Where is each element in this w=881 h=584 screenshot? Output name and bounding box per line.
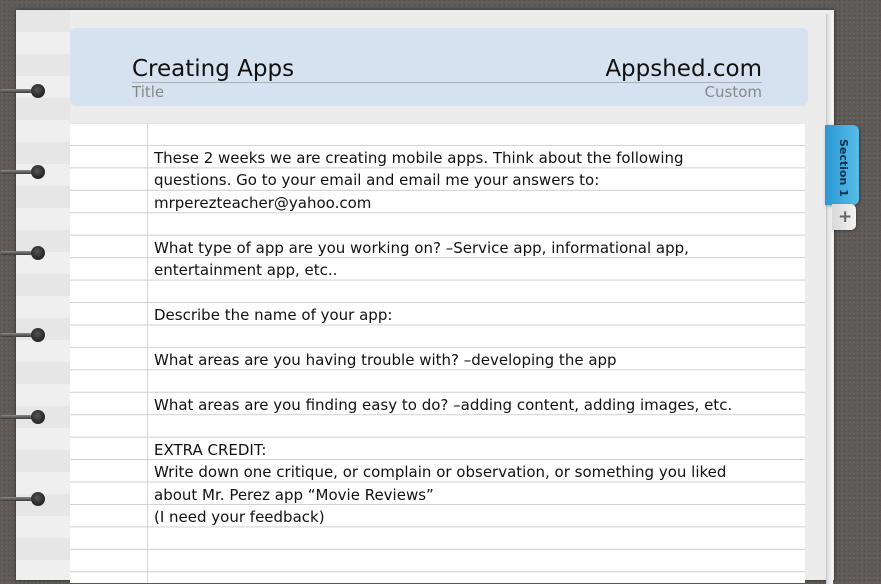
binder-ring: [0, 165, 46, 179]
binder-ring: [0, 84, 46, 98]
note-line: [154, 371, 794, 393]
note-line: What areas are you having trouble with? –developing the app: [154, 351, 617, 370]
note-line: mrperezteacher@yahoo.com: [154, 193, 372, 212]
margin-line: [147, 123, 148, 583]
note-line: What type of app are you working on? –Service app, informational app,: [154, 238, 689, 257]
binder-ring: [0, 410, 46, 424]
lined-sheet[interactable]: [70, 123, 805, 583]
note-line: [154, 282, 794, 304]
page-title[interactable]: Creating Apps: [132, 56, 295, 82]
note-line: [154, 416, 794, 438]
custom-caption: Custom: [704, 83, 762, 101]
note-line: (I need your feedback): [154, 508, 325, 527]
page-header: [70, 28, 808, 106]
plus-icon: +: [838, 207, 853, 227]
title-field[interactable]: [132, 56, 762, 83]
note-line: about Mr. Perez app “Movie Reviews”: [154, 485, 434, 504]
custom-field-value[interactable]: Appshed.com: [605, 56, 762, 82]
note-line: [154, 327, 794, 349]
note-line: EXTRA CREDIT:: [154, 440, 267, 459]
note-content[interactable]: [154, 147, 794, 529]
tab-section-1[interactable]: [825, 125, 859, 205]
binder-ring: [0, 492, 46, 506]
note-line: Describe the name of your app:: [154, 306, 393, 325]
note-line: [154, 214, 794, 236]
binder-ring: [0, 246, 46, 260]
add-section-button[interactable]: [832, 204, 856, 230]
note-line: What areas are you finding easy to do? –adding content, adding images, etc.: [154, 395, 733, 414]
page-edge: [826, 14, 833, 584]
title-caption: Title: [132, 83, 165, 101]
note-line: questions. Go to your email and email me your answers to:: [154, 171, 600, 190]
tab-section-label: Section 1: [837, 139, 850, 197]
binder-ring: [0, 328, 46, 342]
note-line: These 2 weeks we are creating mobile apps. Think about the following: [154, 149, 684, 167]
note-line: entertainment app, etc..: [154, 261, 338, 280]
note-line: Write down one critique, or complain or observation, or something you liked: [154, 463, 727, 482]
